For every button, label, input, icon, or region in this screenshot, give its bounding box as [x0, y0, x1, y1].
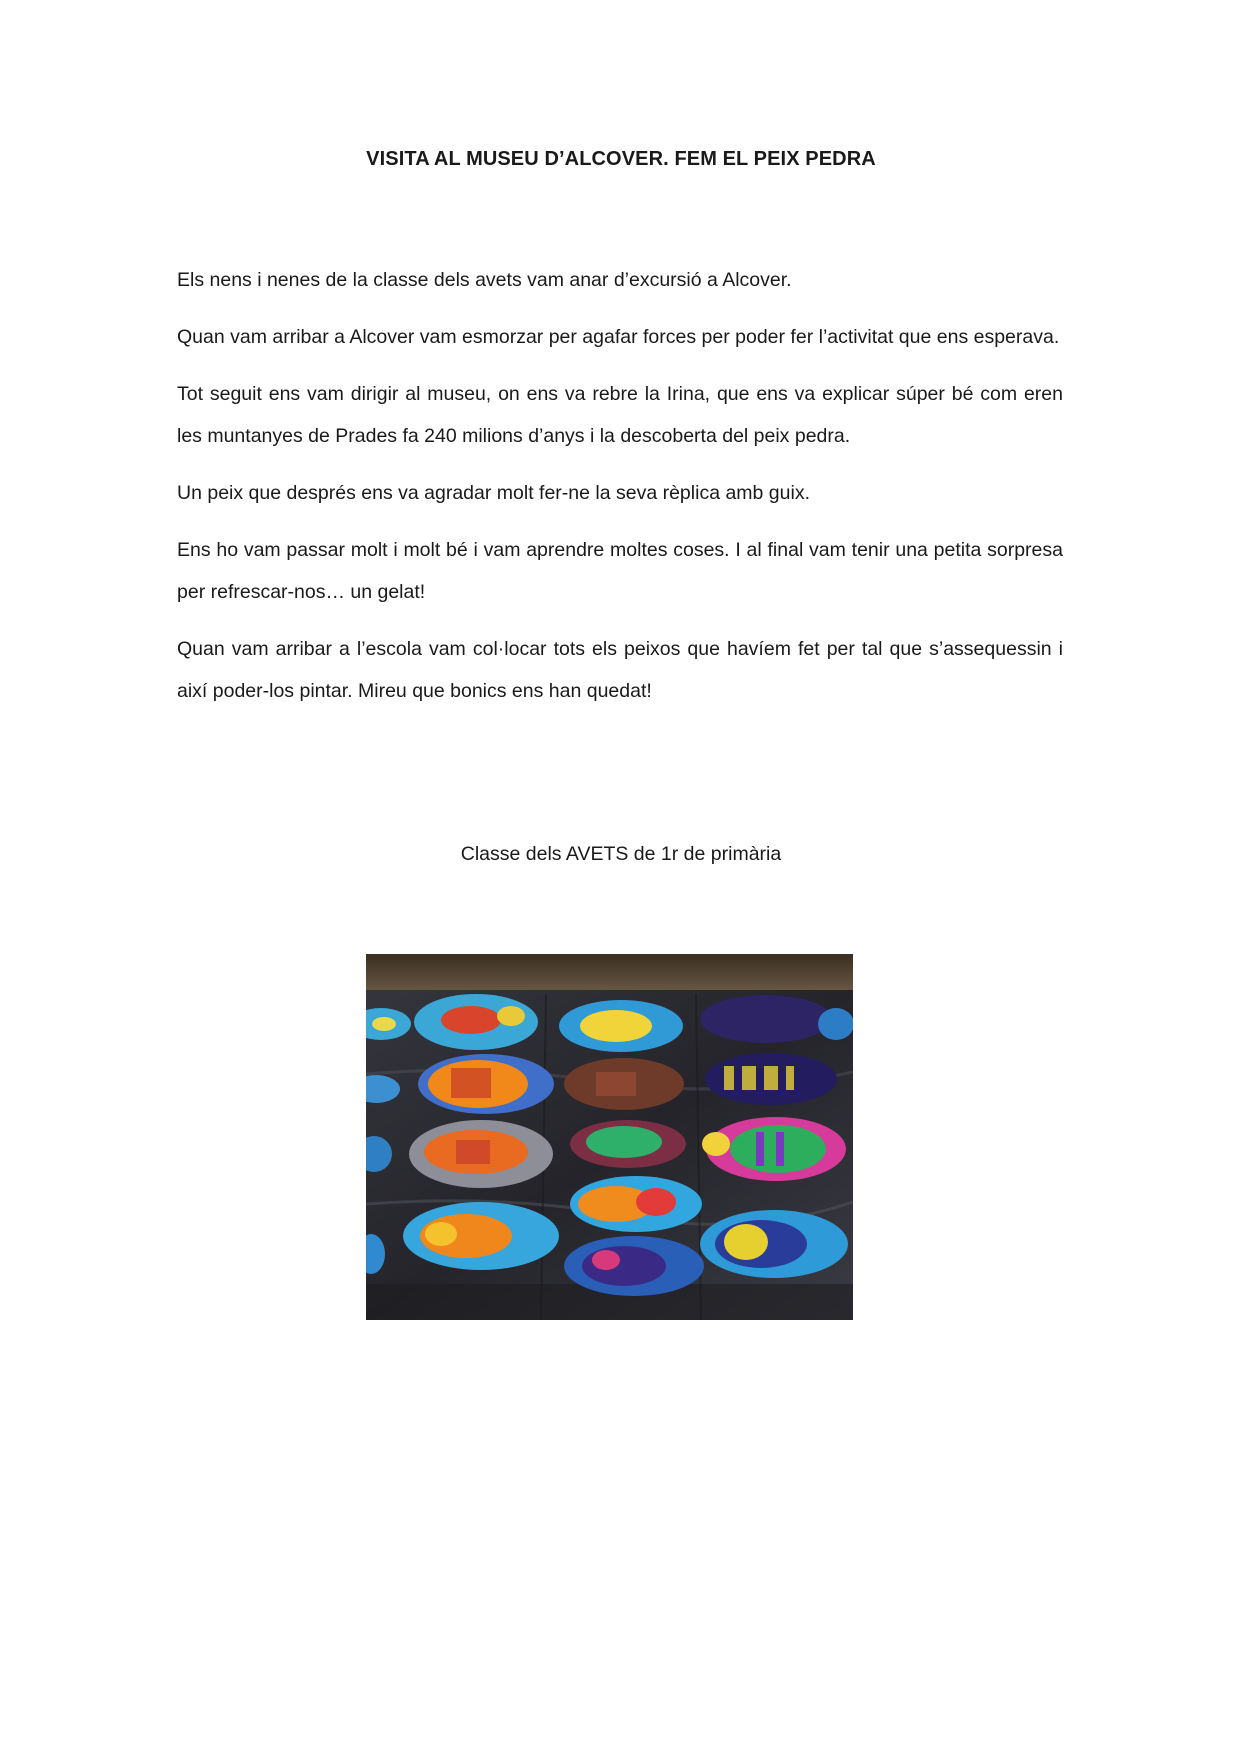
fish-replicas-photo	[366, 954, 853, 1320]
document-title: VISITA AL MUSEU D’ALCOVER. FEM EL PEIX PEDRA	[366, 148, 876, 170]
paragraph-museum: Tot seguit ens vam dirigir al museu, on ens va rebre la Irina, que ens va explicar súper bé com eren les muntanyes de Prades fa 240 milions d’anys i la descoberta del peix pedra.	[177, 383, 1063, 447]
paragraph-replica: Un peix que després ens va agradar molt fer-ne la seva rèplica amb guix.	[177, 482, 810, 504]
document-body	[177, 259, 1063, 727]
paragraph-surprise: Ens ho vam passar molt i molt bé i vam aprendre moltes coses. I al final vam tenir una petita sorpresa per refrescar-nos… un gelat!	[177, 539, 1063, 603]
paragraph-excursion: Els nens i nenes de la classe dels avets vam anar d’excursió a Alcover.	[177, 269, 792, 291]
class-signature: Classe dels AVETS de 1r de primària	[460, 843, 782, 865]
paragraph-school: Quan vam arribar a l’escola vam col·locar tots els peixos que havíem fet per tal que s’assequessin i així poder-los pintar. Mireu que bonics ens han quedat!	[177, 638, 1063, 702]
paragraph-breakfast: Quan vam arribar a Alcover vam esmorzar per agafar forces per poder fer l’activitat que ens esperava.	[177, 326, 1060, 348]
